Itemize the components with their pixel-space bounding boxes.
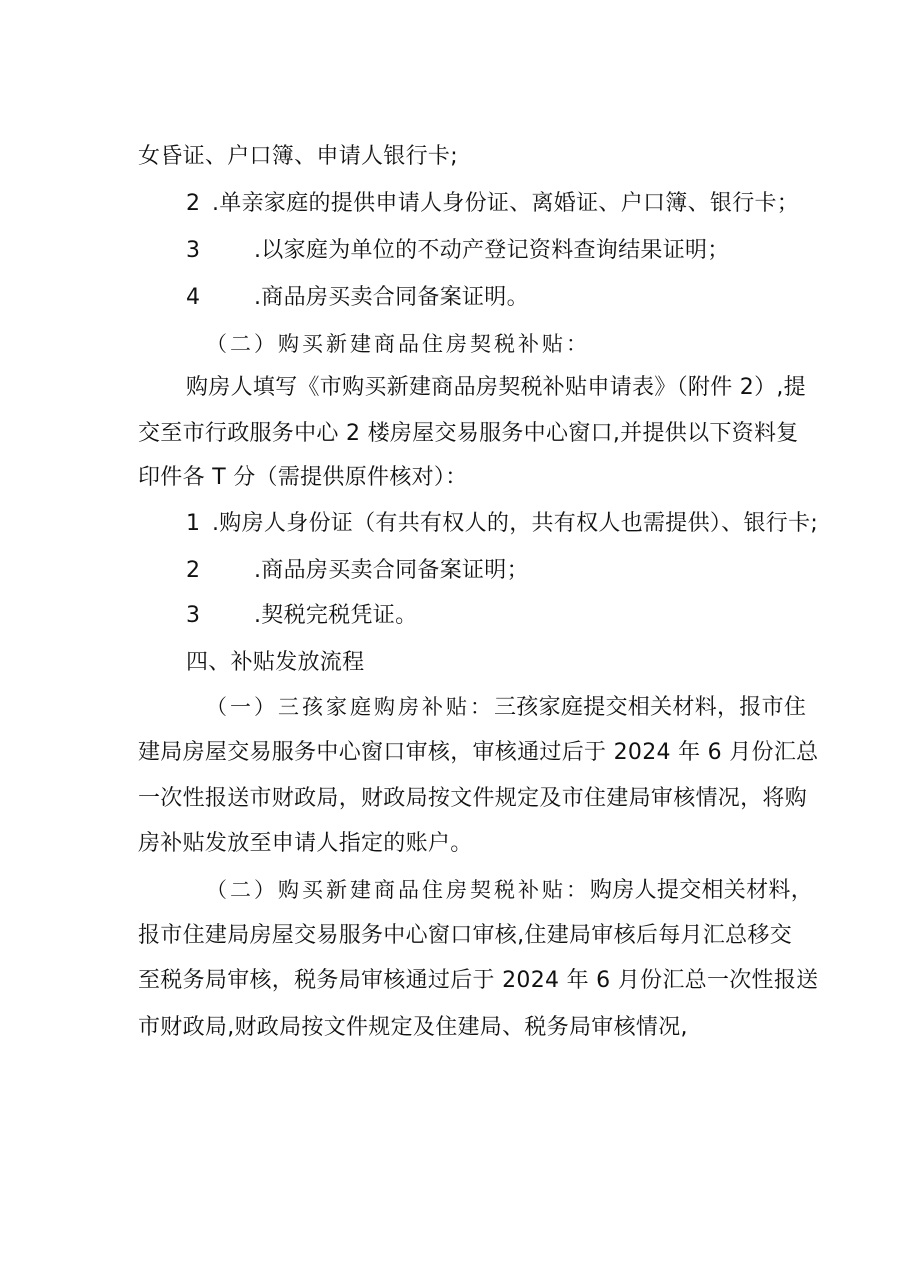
section-heading: 四、补贴发放流程 bbox=[186, 650, 365, 675]
paragraph-line: 建局房屋交易服务中心窗口审核，审核通过后于 2024 年 6 月份汇总 bbox=[138, 740, 819, 765]
list-item bbox=[186, 236, 730, 266]
list-item bbox=[186, 283, 529, 313]
list-text: .商品房买卖合同备案证明。 bbox=[254, 285, 529, 310]
paragraph-line: 至税务局审核，税务局审核通过后于 2024 年 6 月份汇总一次性报送 bbox=[138, 968, 819, 993]
list-text: .以家庭为单位的不动产登记资料查询结果证明； bbox=[254, 238, 730, 263]
list-text: .契税完税凭证。 bbox=[254, 603, 418, 628]
list-number: 3 bbox=[186, 238, 201, 263]
paragraph-label: （一）三孩家庭购房补贴： bbox=[206, 695, 494, 719]
list-number: 3 bbox=[186, 603, 201, 628]
list-number: 4 bbox=[186, 285, 201, 310]
list-number: 2 bbox=[186, 191, 201, 216]
paragraph-line bbox=[206, 692, 806, 723]
list-text: .购房人身份证（有共有权人的，共有权人也需提供）、银行卡; bbox=[212, 511, 819, 536]
paragraph-text: 购房人提交相关材料， bbox=[590, 878, 814, 903]
paragraph-line: 报市住建局房屋交易服务中心窗口审核,住建局审核后每月汇总移交 bbox=[138, 923, 792, 948]
list-item bbox=[186, 556, 529, 586]
paragraph-line: 一次性报送市财政局，财政局按文件规定及市住建局审核情况，将购 bbox=[138, 786, 808, 811]
line-text: 女昏证、户口簿、申请人银行卡; bbox=[138, 144, 458, 169]
text-line bbox=[138, 142, 458, 172]
list-text: .商品房买卖合同备案证明； bbox=[254, 558, 529, 583]
paragraph-line: 购房人填写《市购买新建商品房契税补贴申请表》（附件 2）,提 bbox=[186, 375, 806, 400]
paragraph-text: 三孩家庭提交相关材料，报市住 bbox=[494, 695, 807, 720]
list-number: 1 bbox=[186, 511, 201, 536]
list-item bbox=[186, 509, 818, 539]
paragraph-line: 交至市行政服务中心 2 楼房屋交易服务中心窗口,并提供以下资料复 bbox=[138, 421, 799, 446]
paragraph-label: （二）购买新建商品住房契税补贴： bbox=[206, 878, 590, 902]
paragraph-line: 印件各 T 分（需提供原件核对）： bbox=[138, 465, 468, 490]
paragraph-line: 市财政局,财政局按文件规定及住建局、税务局审核情况, bbox=[138, 1015, 688, 1040]
list-item bbox=[186, 189, 799, 219]
paragraph-line bbox=[206, 875, 813, 906]
list-text: .单亲家庭的提供申请人身份证、离婚证、户口簿、银行卡； bbox=[212, 191, 800, 216]
subsection-heading: （二）购买新建商品住房契税补贴： bbox=[206, 332, 590, 356]
paragraph-line: 房补贴发放至申请人指定的账户。 bbox=[138, 831, 473, 856]
list-item bbox=[186, 601, 417, 631]
list-number: 2 bbox=[186, 558, 201, 583]
